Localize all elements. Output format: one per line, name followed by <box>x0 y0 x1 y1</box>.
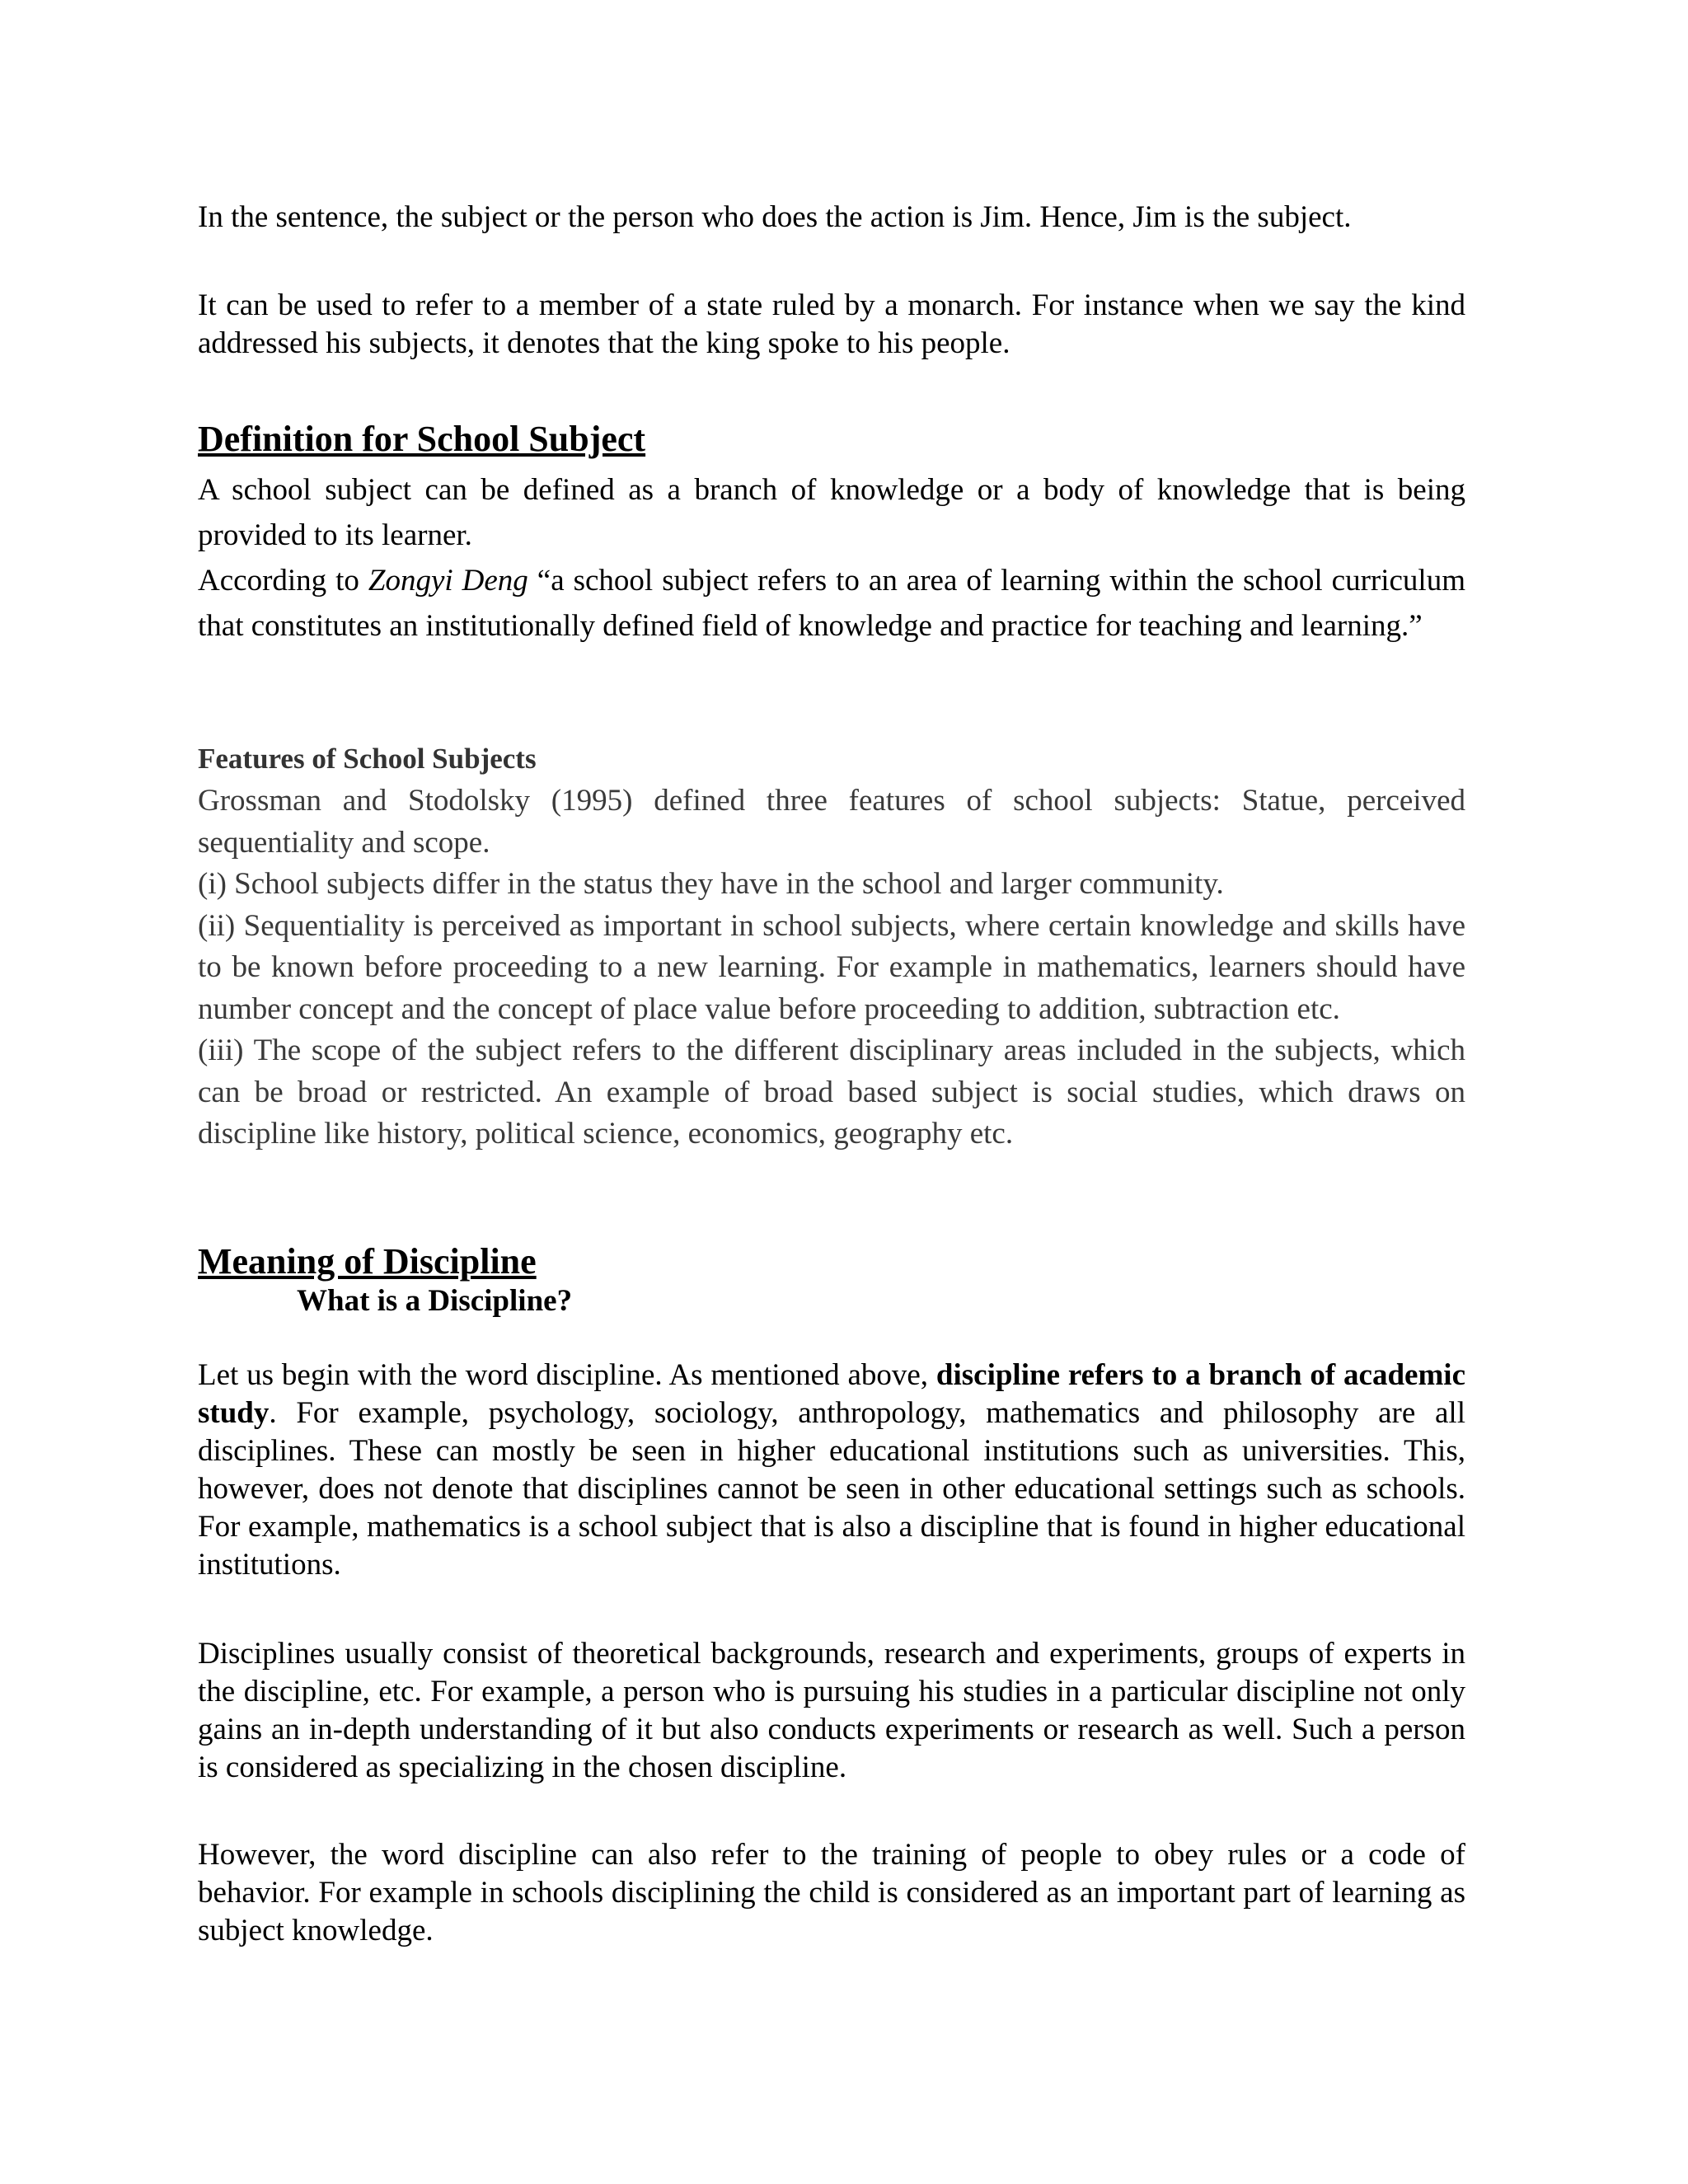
paragraph-discipline-definition <box>198 1357 1465 1584</box>
deng-quote: “a school subject refers to an area of learning within the school curriculum that constitutes an institutionally defined field of knowledge and practice for teaching and learning.” <box>198 564 1465 643</box>
deng-lead: According to <box>198 564 368 598</box>
discipline-lead: Let us begin with the word discipline. As mentioned above, <box>198 1358 936 1392</box>
deng-quote-paragraph <box>198 558 1465 649</box>
features-section <box>198 780 1465 1155</box>
heading-features: Features of School Subjects <box>198 743 537 775</box>
heading-meaning-of-discipline: Meaning of Discipline <box>198 1241 537 1282</box>
deng-author: Zongyi Deng <box>368 564 528 598</box>
paragraph-discipline-components: Disciplines usually consist of theoretical backgrounds, research and experiments, groups of experts in the discipline, etc. For example, a person who is pursuing his studies in a particular discipline not only gains an in-depth understanding of it but also conducts experiments or research as well. Such a person is considered as specializing in the chosen discipline. <box>198 1637 1465 1784</box>
definition-section <box>198 467 1465 649</box>
feature-item-status: (i) School subjects differ in the status they have in the school and larger community. <box>198 867 1224 901</box>
discipline-bold-definition: discipline refers to a branch of academic study <box>198 1358 1465 1430</box>
features-intro: Grossman and Stodolsky (1995) defined three features of school subjects: Statue, perceived sequentiality and scope. <box>198 784 1465 860</box>
paragraph-subject-jim: In the sentence, the subject or the person who does the action is Jim. Hence, Jim is the subject. <box>198 200 1352 234</box>
feature-item-scope: (iii) The scope of the subject refers to the different disciplinary areas included in the subjects, which can be broad or restricted. An example of broad based subject is social studies, which draws on discipline like history, political science, economics, geography etc. <box>198 1033 1465 1151</box>
discipline-rest: . For example, psychology, sociology, anthropology, mathematics and philosophy are all disciplines. These can mostly be seen in higher educational institutions such as universities. This, however, does not denote that disciplines cannot be seen in other educational settings such as schools. For example, mathematics is a school subject that is also a discipline that is found in higher educational institutions. <box>198 1396 1465 1582</box>
heading-definition-school-subject: Definition for School Subject <box>198 419 646 459</box>
definition-paragraph: A school subject can be defined as a branch of knowledge or a body of knowledge that is being provided to its learner. <box>198 473 1465 552</box>
subheading-what-is-discipline: What is a Discipline? <box>297 1284 573 1318</box>
paragraph-discipline-training: However, the word discipline can also refer to the training of people to obey rules or a code of behavior. For example in schools disciplining the child is considered as an important part of learning as subject knowledge. <box>198 1838 1465 1947</box>
paragraph-monarch: It can be used to refer to a member of a state ruled by a monarch. For instance when we say the kind addressed his subjects, it denotes that the king spoke to his people. <box>198 288 1465 360</box>
feature-item-sequentiality: (ii) Sequentiality is perceived as important in school subjects, where certain knowledge and skills have to be known before proceeding to a new learning. For example in mathematics, learners should have number concept and the concept of place value before proceeding to addition, subtraction etc. <box>198 908 1465 1026</box>
